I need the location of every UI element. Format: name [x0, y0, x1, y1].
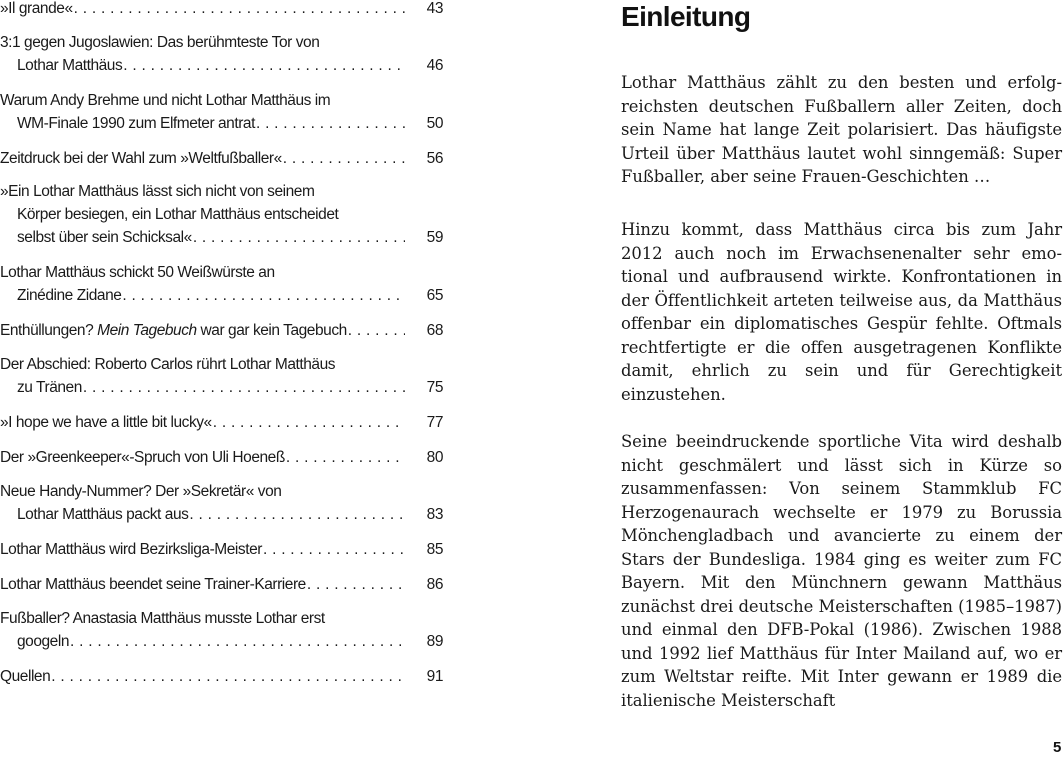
- toc-entry[interactable]: [0, 89, 443, 135]
- toc-page-number: 83: [426, 506, 443, 523]
- toc-dot-leader: [256, 112, 405, 135]
- toc-entry[interactable]: [0, 319, 443, 342]
- toc-entry[interactable]: [0, 31, 443, 77]
- toc-page-number: 59: [426, 229, 443, 246]
- toc-page-number: 68: [426, 322, 443, 339]
- toc-entry-title: »I hope we have a little bit lucky«: [0, 414, 212, 431]
- toc-dot-leader: [348, 319, 405, 342]
- toc-entry-title: »Ein Lothar Matthäus lässt sich nicht von seinem: [0, 183, 315, 200]
- toc-entry-title: 3:1 gegen Jugoslawien: Das berühmteste Tor von: [0, 34, 320, 51]
- toc-dot-leader: [307, 573, 405, 596]
- toc-page-number: 75: [426, 379, 443, 396]
- book-title: Mein Tagebuch: [97, 322, 197, 339]
- toc-dot-leader: [283, 147, 405, 170]
- toc-entry-title-continued: WM-Finale 1990 zum Elfmeter antrat: [17, 115, 255, 132]
- toc-page-number: 65: [426, 287, 443, 304]
- toc-entry-title: Zeitdruck bei der Wahl zum »Weltfußballer«: [0, 150, 282, 167]
- toc-entry-title-continued: selbst über sein Schicksal«: [17, 229, 192, 246]
- toc-dot-leader: [70, 630, 405, 653]
- toc-page-number: 46: [426, 57, 443, 74]
- toc-entry-title: Lothar Matthäus schickt 50 Weißwürste an: [0, 264, 275, 281]
- toc-entry-title-continued: Lothar Matthäus packt aus: [17, 506, 189, 523]
- toc-page-number: 91: [426, 668, 443, 685]
- toc-entry[interactable]: [0, 147, 443, 170]
- toc-page-number: 85: [426, 541, 443, 558]
- toc-entry-title: »Il grande«: [0, 0, 73, 17]
- toc-page-number: 89: [426, 633, 443, 650]
- toc-entry[interactable]: [0, 665, 443, 688]
- toc-dot-leader: [83, 376, 405, 399]
- toc-entry[interactable]: [0, 411, 443, 434]
- toc-page-number: 43: [426, 0, 443, 17]
- page-number: 5: [1053, 739, 1062, 756]
- toc-dot-leader: [286, 446, 405, 469]
- toc-entry-title: Lothar Matthäus wird Bezirksliga-Meister: [0, 541, 262, 558]
- body-paragraph: Seine beeindruckende sportliche Vita wird deshalb nicht geschmälert und lässt sich in Kürze so zusammenfassen: Von seinem Stammklub FC Herzogenaurach wechselte er 1979 zu Borussia Mönchengladbach und avancierte zu einem der Stars der Bundesliga. 1984 ging es weiter zum FC Bayern. Mit den Münchnern gewann Matthäus zunächst drei deutsche Meisterschaften (1985–1987) und einmal den DFB-Pokal (1986). Zwischen 1988 und 1992 lief Matthäus für Inter Mailand auf, wo er zum Weltstar reifte. Mit Inter gewann er 1989 die italienische Meisterschaft: [621, 432, 1062, 710]
- toc-entry-title: Fußballer? Anastasia Matthäus musste Lothar erst: [0, 610, 325, 627]
- toc-entry[interactable]: [0, 480, 443, 526]
- toc-entry-title: Neue Handy-Nummer? Der »Sekretär« von: [0, 483, 282, 500]
- toc-dot-leader: [263, 538, 405, 561]
- toc-entry-title: Warum Andy Brehme und nicht Lothar Matthäus im: [0, 92, 331, 109]
- toc-entry[interactable]: [0, 180, 443, 249]
- body-paragraph: Lothar Matthäus zählt zu den besten und erfolgreichsten deutschen Fußballern aller Zeiten, doch sein Name hat lange Zeit polarisiert. Das häufigste Urteil über Matthäus lautet wohl sinngemäß: Super Fußballer, aber seine Frauen-Geschichten …: [621, 73, 1062, 186]
- chapter-title: Einleitung: [621, 1, 751, 32]
- toc-entry-title: Lothar Matthäus beendet seine Trainer-Karriere: [0, 576, 306, 593]
- toc-entry[interactable]: [0, 261, 443, 307]
- toc-entry-title-continued: Lothar Matthäus: [17, 57, 123, 74]
- toc-entry[interactable]: [0, 353, 443, 399]
- toc-dot-leader: [51, 665, 405, 688]
- body-paragraph: Hinzu kommt, dass Matthäus circa bis zum Jahr 2012 auch noch im Erwachsenenalter sehr emotional und aufbrausend wirkte. Konfrontationen in der Öffentlichkeit arteten teilweise aus, da Matthäus offenbar ein diplomatisches Gespür fehlte. Oftmals rechtfertigte er die offen ausgetragenen Konflikte damit, ehrlich zu sein und für Gerechtigkeit einzustehen.: [621, 220, 1062, 404]
- toc-dot-leader: [213, 411, 405, 434]
- toc-entry-title: Der »Greenkeeper«-Spruch von Uli Hoeneß: [0, 449, 285, 466]
- toc-entry[interactable]: [0, 573, 443, 596]
- toc-page-number: 80: [426, 449, 443, 466]
- toc-dot-leader: [189, 503, 405, 526]
- toc-entry[interactable]: [0, 538, 443, 561]
- toc-page-number: 77: [426, 414, 443, 431]
- toc-entry-title-continued: Zinédine Zidane: [17, 287, 122, 304]
- toc-entry-title-continued: Körper besiegen, ein Lothar Matthäus entscheidet: [17, 206, 339, 223]
- toc-dot-leader: [123, 54, 405, 77]
- toc-entry[interactable]: [0, 607, 443, 653]
- toc-entry[interactable]: [0, 0, 443, 20]
- toc-entry-title: Enthüllungen? Mein Tagebuch war gar kein Tagebuch: [0, 322, 347, 339]
- toc-dot-leader: [122, 284, 405, 307]
- toc-page-number: 56: [426, 150, 443, 167]
- toc-entry-title: Quellen: [0, 668, 51, 685]
- toc-page-number: 86: [426, 576, 443, 593]
- toc-dot-leader: [193, 226, 405, 249]
- toc-entry-title-continued: googeln: [17, 633, 70, 650]
- toc-entry-title-continued: zu Tränen: [17, 379, 82, 396]
- toc-dot-leader: [74, 0, 405, 20]
- toc-page-number: 50: [426, 115, 443, 132]
- toc-entry-title: Der Abschied: Roberto Carlos rührt Lothar Matthäus: [0, 356, 336, 373]
- toc-entry[interactable]: [0, 446, 443, 469]
